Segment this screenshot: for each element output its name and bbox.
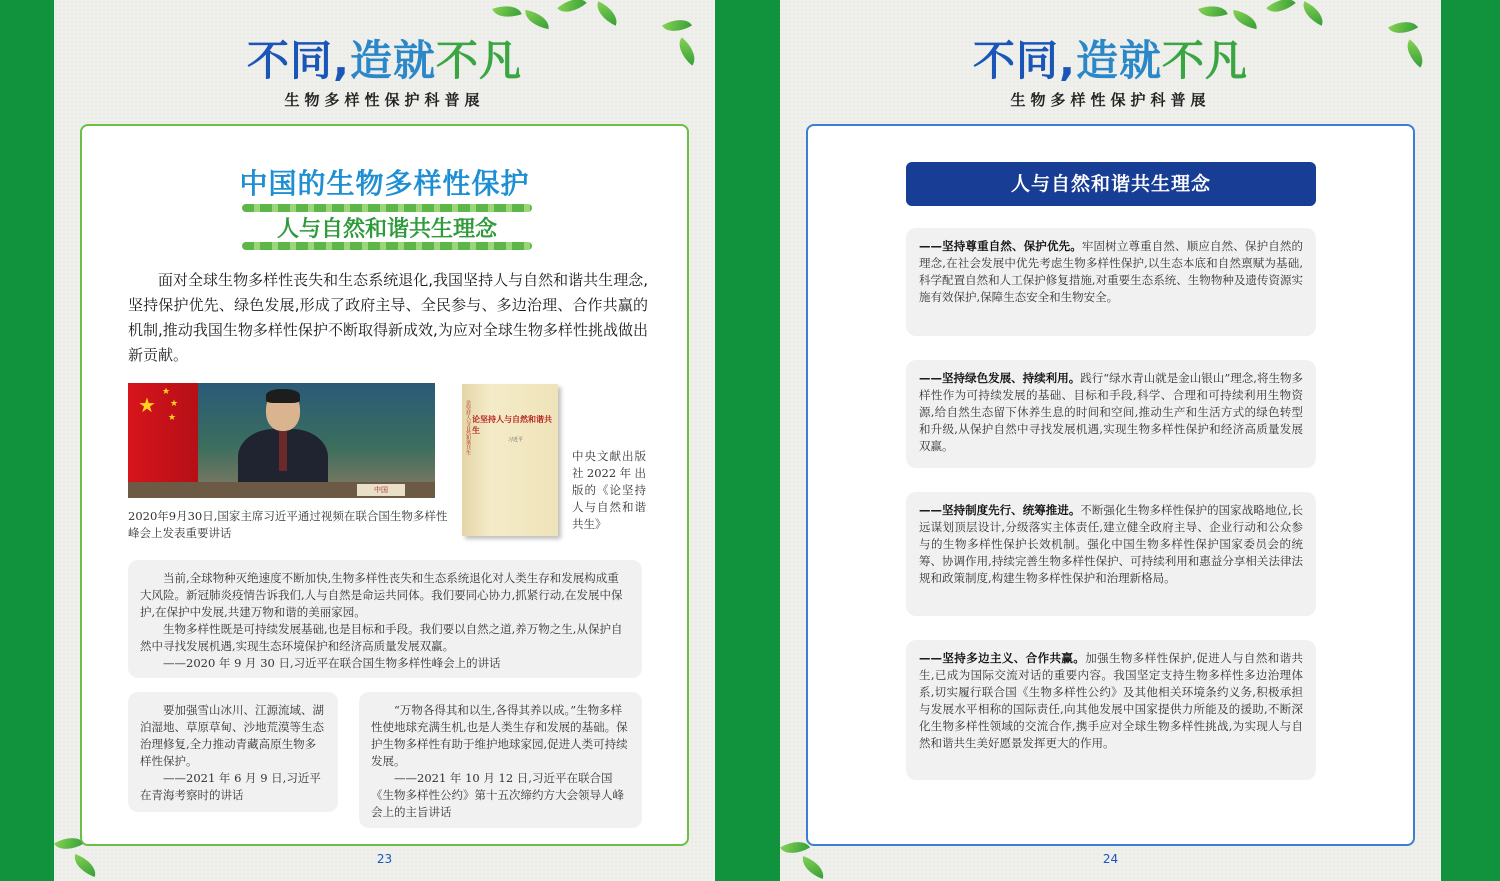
exhibition-title (54, 28, 715, 88)
title-part: 不凡 (435, 36, 522, 85)
quote-source: ——2020 年 9 月 30 日,习近平在联合国生物多样性峰会上的讲话 (163, 656, 501, 670)
quote-text: 生物多样性既是可持续发展基础,也是目标和手段。我们要以自然之道,养万物之生,从保护自然中寻找发展机遇,实现生态环境保护和经济高质量发展双赢。 (140, 622, 623, 653)
principle-card (906, 640, 1316, 780)
section-title: 人与自然和谐共生理念 (276, 216, 497, 242)
left-page (54, 0, 715, 881)
principle-body: 加强生物多样性保护,促进人与自然和谐共生,已成为国际交流对话的重要内容。我国坚定支持生物多样性多边治理体系,切实履行联合国《生物多样性公约》及其他相关环境条约义务,积极承担与发展水平相称的国际责任,向其他发展中国家提供力所能及的援助,不断深化生物多样性领域的交流合作,携手应对全球生物多样性挑战,为实现人与自然和谐共生美好愿景发挥更大的作用。 (919, 651, 1304, 750)
title-part: 不同, (973, 36, 1076, 85)
flag-icon: ★ ★ ★ ★ (128, 383, 198, 498)
title-part: 不凡 (1161, 36, 1248, 85)
principle-body: 不断强化生物多样性保护的国家战略地位,长远谋划顶层设计,分级落实主体责任,建立健全政府主导、企业行动和公众参与的生物多样性保护长效机制。强化中国生物多样性保护国家委员会的统筹、协调作用,持续完善生物多样性保护、可持续利用和惠益分享相关法律法规和政策制度,构建生物多样性保护和治理新格局。 (919, 503, 1303, 585)
principle-lead: ——坚持绿色发展、持续利用。 (919, 371, 1081, 385)
principle-lead: ——坚持尊重自然、保护优先。 (919, 239, 1082, 253)
principle-card (906, 228, 1316, 336)
intro-paragraph: 面对全球生物多样性丧失和生态系统退化,我国坚持人与自然和谐共生理念,坚持保护优先、绿色发展,形成了政府主导、全民参与、多边治理、合作共赢的机制,推动我国生物多样性保护不断取得新成效,为应对全球生物多样性挑战做出新贡献。 (128, 271, 648, 364)
book-spine: 论坚持人与自然和谐共生 (465, 400, 471, 455)
quote-text: 要加强雪山冰川、江源流域、湖泊湿地、草原草甸、沙地荒漠等生态治理修复,全力推动青藏高原生物多样性保护。 (140, 703, 324, 768)
leaf-icon (1198, 0, 1228, 23)
exhibition-subtitle: 生物多样性保护科普展 (284, 91, 485, 109)
leaf-icon (523, 10, 551, 29)
section-banner (242, 204, 532, 250)
section-header: 人与自然和谐共生理念 (906, 162, 1316, 206)
leaf-icon (592, 1, 622, 26)
exhibition-subtitle: 生物多样性保护科普展 (1010, 91, 1211, 109)
title-part: 造就 (1075, 36, 1162, 85)
quote-source: ——2021 年 6 月 9 日,习近平在青海考察时的讲话 (140, 771, 321, 802)
leaf-icon (492, 0, 522, 23)
quote-box (128, 560, 642, 678)
book-cover (462, 384, 558, 536)
speech-photo (128, 383, 435, 498)
photo-caption: 2020年9月30日,国家主席习近平通过视频在联合国生物多样性峰会上发表重要讲话 (128, 509, 448, 540)
title-part: 造就 (349, 36, 436, 85)
exhibition-title (780, 28, 1441, 88)
quote-box (359, 692, 642, 828)
leaf-icon (1298, 1, 1328, 26)
principle-body: 践行“绿水青山就是金山银山”理念,将生物多样性作为可持续发展的基础、目标和手段,科学、合理和可持续利用生物资源,给自然生态留下休养生息的时间和空间,推动生产和生活方式的绿色转型和升级,从保护自然中寻找发展机遇,实现生物多样性保护和经济高质量发展双赢。 (919, 371, 1303, 453)
quote-box (128, 692, 338, 812)
principle-body: 牢固树立尊重自然、顺应自然、保护自然的理念,在社会发展中优先考虑生物多样性保护,以生态本底和自然禀赋为基础,科学配置自然和人工保护修复措施,对重要生态系统、生物物种及遗传资源实施有效保护,保障生态安全和生物安全。 (919, 239, 1304, 304)
leaf-icon (1231, 10, 1259, 29)
principle-card (906, 360, 1316, 468)
page-number: 24 (1102, 852, 1119, 866)
quote-text: 当前,全球物种灭绝速度不断加快,生物多样性丧失和生态系统退化对人类生存和发展构成重大风险。新冠肺炎疫情告诉我们,人与自然是命运共同体。我们要同心协力,抓紧行动,在发展中保护,在保护中发展,共建万物和谐的美丽家园。 (140, 571, 623, 619)
content-frame (806, 124, 1415, 846)
principle-card (906, 492, 1316, 616)
book-caption: 中央文献出版社2022年出版的《论坚持人与自然和谐共生》 (572, 449, 646, 531)
principle-lead: ——坚持制度先行、统筹推进。 (919, 503, 1081, 517)
quote-text: “万物各得其和以生,各得其养以成。”生物多样性使地球充满生机,也是人类生存和发展的基础。保护生物多样性有助于维护地球家园,促进人类可持续发展。 (371, 703, 628, 768)
quote-source: ——2021 年 10 月 12 日,习近平在联合国《生物多样性公约》第十五次缔约方大会领导人峰会上的主旨讲话 (371, 771, 624, 819)
page-number: 23 (376, 852, 393, 866)
book-author: 习近平 (508, 437, 524, 443)
page-title: 中国的生物多样性保护 (239, 167, 530, 200)
book-title: 论坚持人与自然和谐共生 (472, 415, 552, 435)
leaf-icon (1266, 0, 1296, 20)
title-part: 不同, (247, 36, 350, 85)
principle-lead: ——坚持多边主义、合作共赢。 (919, 651, 1086, 665)
right-page (780, 0, 1441, 881)
content-frame (80, 124, 689, 846)
nameplate: 中国 (357, 484, 405, 496)
leaf-icon (557, 0, 587, 20)
